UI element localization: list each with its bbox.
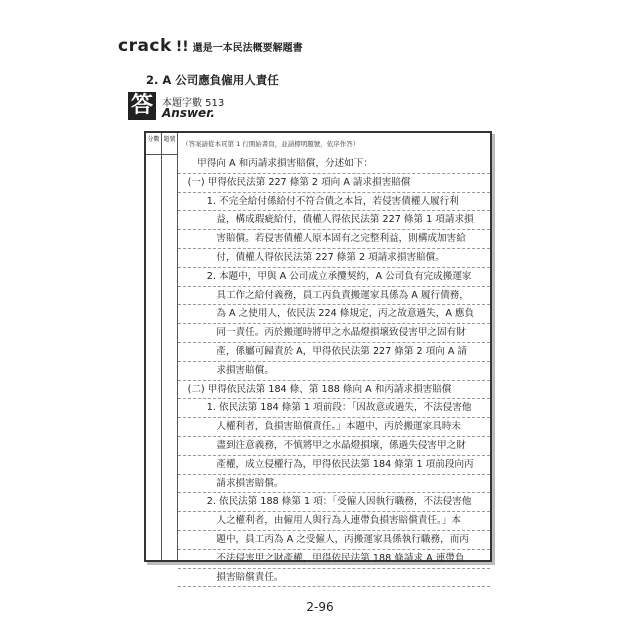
brand-logo: crack bbox=[118, 36, 172, 56]
answer-line: 不法侵害甲之財產權，甲得依民法第 188 條請求 A 連帶負 bbox=[178, 550, 490, 569]
question-number-column bbox=[162, 133, 178, 560]
answer-line: 甲得向 A 和丙請求損害賠償，分述如下： bbox=[178, 155, 490, 174]
answer-label: Answer. bbox=[162, 106, 215, 120]
question-number-header: 題號 bbox=[162, 133, 177, 155]
answer-line: 同一責任。丙於搬運時將甲之水晶燈損壞致侵害甲之固有財 bbox=[178, 324, 490, 343]
answer-line: 2. 本題中，甲與 A 公司成立承攬契約，A 公司負有完成搬運家 bbox=[178, 268, 490, 287]
answer-line: 害賠償。若侵害債權人原本固有之完整利益，則構成加害給 bbox=[178, 230, 490, 249]
page-number: 2-96 bbox=[306, 600, 334, 614]
word-count: 本題字數 513 bbox=[162, 98, 225, 109]
score-column-header: 分數 bbox=[146, 133, 161, 155]
brand-exclamation: !! bbox=[175, 39, 189, 55]
answer-line: (一) 甲得依民法第 227 條第 2 項向 A 請求損害賠償 bbox=[178, 174, 490, 193]
book-subtitle: 還是一本民法概要解題書 bbox=[192, 43, 303, 54]
answer-line: 求損害賠償。 bbox=[178, 362, 490, 381]
answer-lines bbox=[178, 155, 490, 587]
sheet-instruction: （答案請從本頁第 1 行開始書寫，並請標明題號，依序作答） bbox=[182, 140, 360, 148]
answer-line: 損害賠償責任。 bbox=[178, 569, 490, 588]
answer-line: 1. 不完全給付係給付不符合債之本旨，若侵害債權人履行利 bbox=[178, 193, 490, 212]
answer-line: 人權利者，負損害賠償責任。」本題中，丙於搬運家具時未 bbox=[178, 418, 490, 437]
answer-line: 題中，員工丙為 A 之受僱人，丙搬運家具係執行職務，而丙 bbox=[178, 531, 490, 550]
book-header bbox=[118, 36, 303, 56]
answer-line: 2. 依民法第 188 條第 1 項：「受僱人因執行職務，不法侵害他 bbox=[178, 493, 490, 512]
answer-icon: 答 bbox=[128, 92, 156, 120]
answer-line: 人之權利者，由僱用人與行為人連帶負損害賠償責任。」本 bbox=[178, 512, 490, 531]
answer-line: 付，債權人得依民法第 227 條第 2 項請求損害賠償。 bbox=[178, 249, 490, 268]
answer-line: 盡到注意義務，不慎將甲之水晶燈損壞，係過失侵害甲之財 bbox=[178, 437, 490, 456]
score-column bbox=[146, 133, 162, 560]
answer-sheet bbox=[144, 131, 492, 583]
answer-line: 具工作之給付義務，員工丙負責搬運家具係為 A 履行債務， bbox=[178, 287, 490, 306]
answer-line: 請求損害賠償。 bbox=[178, 475, 490, 494]
answer-line: 1. 依民法第 184 條第 1 項前段：「因故意或過失，不法侵害他 bbox=[178, 399, 490, 418]
answer-line: 產，係屬可歸責於 A，甲得依民法第 227 條第 2 項向 A 請 bbox=[178, 343, 490, 362]
answer-line: (二) 甲得依民法第 184 條、第 188 條向 A 和丙請求損害賠償 bbox=[178, 381, 490, 400]
question-title: 2. A 公司應負僱用人責任 bbox=[146, 73, 279, 87]
answer-line: 為 A 之使用人，依民法 224 條規定，丙之故意過失，A 應負 bbox=[178, 305, 490, 324]
answer-line: 產權，成立侵權行為，甲得依民法第 184 條第 1 項前段向丙 bbox=[178, 456, 490, 475]
answer-line: 益，構成瑕疵給付，債權人得依民法第 227 條第 1 項請求損 bbox=[178, 211, 490, 230]
